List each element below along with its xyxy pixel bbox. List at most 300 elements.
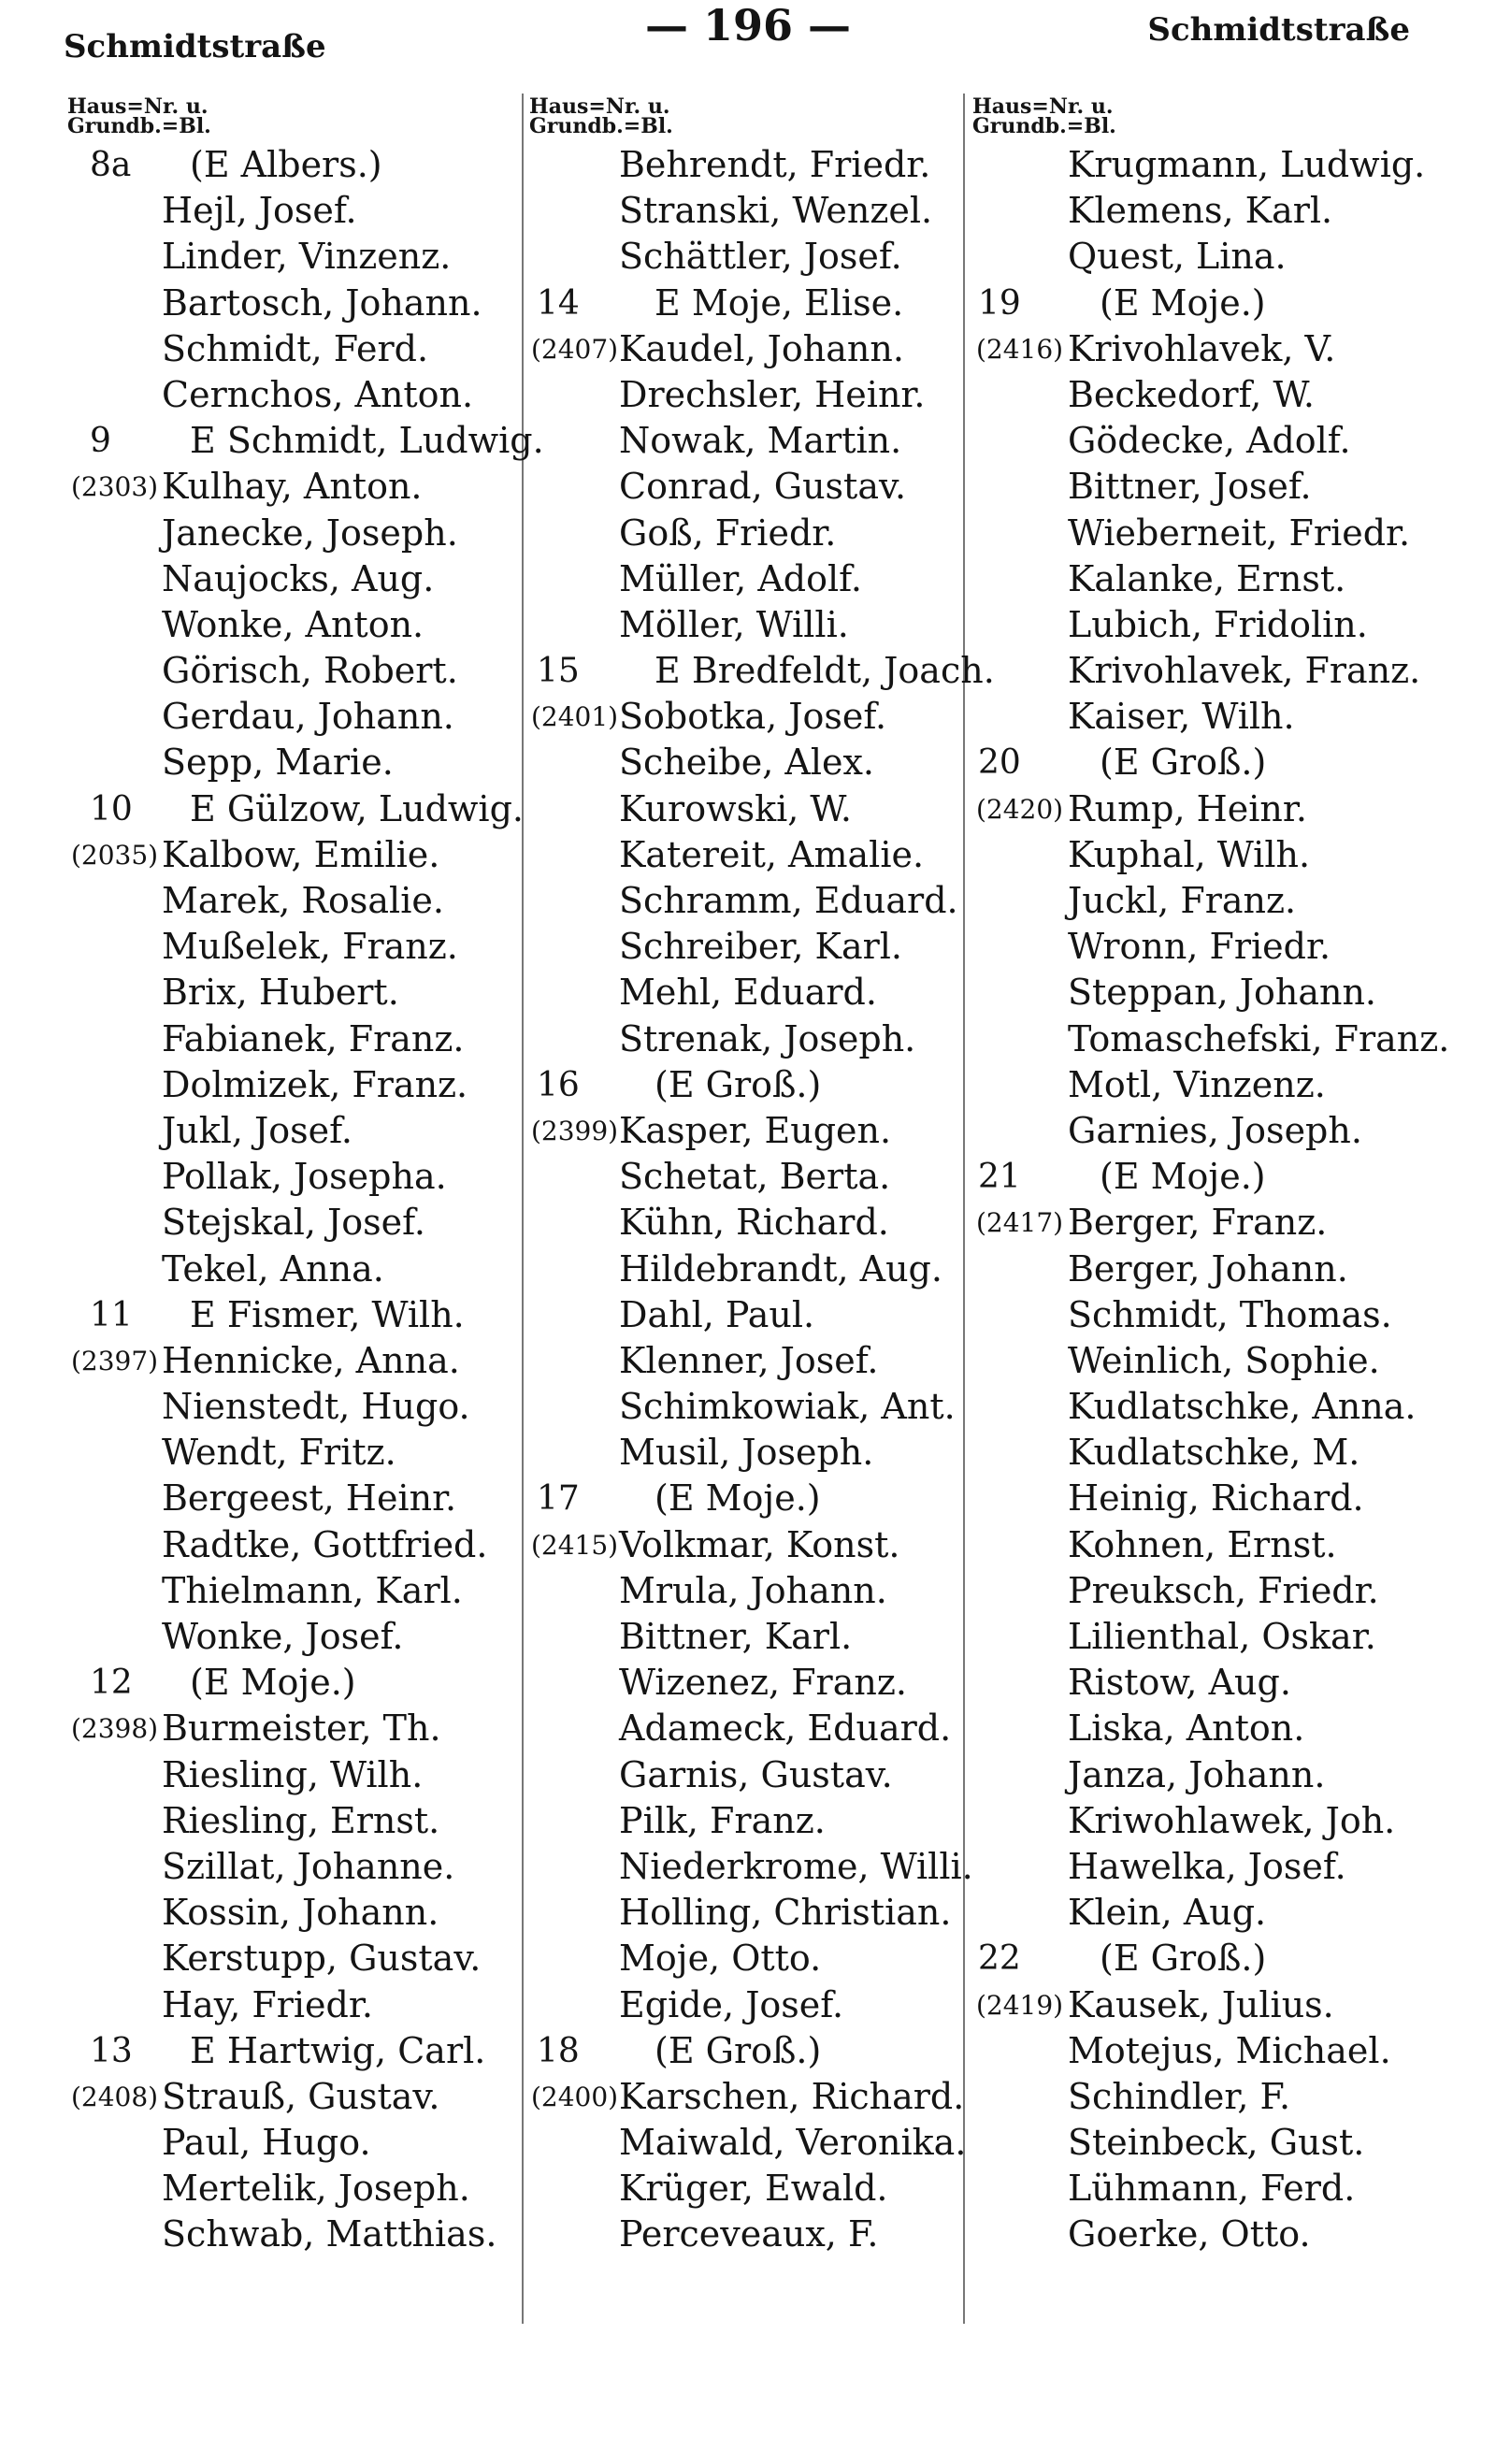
resident-name: Bittner, Josef. — [1068, 466, 1312, 508]
resident-name: Ristow, Aug. — [1068, 1662, 1291, 1704]
grundbuch-number: (2398) — [71, 1713, 159, 1745]
list-item — [64, 1108, 520, 1154]
list-item — [64, 142, 520, 188]
resident-name: Kaiser, Wilh. — [1068, 696, 1295, 738]
list-item — [969, 1108, 1455, 1154]
resident-name: Kulhay, Anton. — [162, 466, 423, 508]
resident-name: Gerdau, Johann. — [162, 696, 454, 738]
list-item — [64, 281, 520, 326]
list-item — [969, 2074, 1455, 2120]
list-item — [64, 1752, 520, 1798]
resident-name: Goß, Friedr. — [619, 512, 837, 554]
list-item — [969, 1476, 1455, 1521]
resident-name: Lilienthal, Oskar. — [1068, 1616, 1376, 1657]
list-item — [525, 511, 963, 556]
list-item — [525, 1752, 963, 1798]
owner-entry: E Bredfeldt, Joach. — [654, 650, 995, 692]
resident-name: Kerstupp, Gustav. — [162, 1938, 482, 1980]
list-item — [525, 924, 963, 970]
resident-name: Katereit, Amalie. — [619, 833, 925, 875]
resident-name: Hejl, Josef. — [162, 190, 357, 232]
list-item — [525, 2120, 967, 2166]
list-item — [969, 1614, 1455, 1660]
resident-name: Kuphal, Wilh. — [1068, 833, 1311, 875]
list-item — [969, 188, 1455, 234]
list-item — [525, 1798, 963, 1844]
resident-name: Steppan, Johann. — [1068, 972, 1376, 1014]
owner-entry: E Hartwig, Carl. — [190, 2029, 486, 2071]
list-item — [64, 1292, 520, 1338]
resident-name: Nowak, Martin. — [619, 420, 902, 462]
resident-name: Klenner, Josef. — [619, 1339, 879, 1381]
resident-name: Liska, Anton. — [1068, 1708, 1305, 1750]
resident-name: Stranski, Wenzel. — [619, 190, 933, 232]
house-number: 15 — [537, 652, 580, 691]
house-number: 14 — [537, 283, 580, 323]
resident-name: Bergeest, Heinr. — [162, 1477, 457, 1520]
list-item — [64, 1062, 520, 1108]
resident-name: Fabianek, Franz. — [162, 1017, 465, 1059]
column-header — [67, 94, 520, 138]
list-item — [969, 1798, 1455, 1844]
resident-name: Maiwald, Veronika. — [619, 2122, 967, 2164]
resident-name: Riesling, Ernst. — [162, 1799, 440, 1841]
resident-name: Kriwohlawek, Joh. — [1068, 1799, 1396, 1841]
resident-name: Janza, Johann. — [1068, 1753, 1326, 1795]
list-item — [525, 1660, 963, 1706]
list-item — [969, 1338, 1455, 1384]
resident-name: Szillat, Johanne. — [162, 1845, 455, 1887]
list-item — [969, 2166, 1455, 2212]
resident-name: Scheibe, Alex. — [619, 742, 874, 784]
resident-name: Kudlatschke, Anna. — [1068, 1386, 1417, 1428]
grundbuch-number: (2417) — [976, 1207, 1064, 1239]
resident-name: Beckedorf, W. — [1068, 373, 1315, 415]
list-item — [969, 1660, 1455, 1706]
list-item — [969, 1752, 1455, 1798]
list-item — [525, 1154, 963, 1200]
list-item — [525, 1568, 963, 1614]
list-item — [64, 832, 520, 878]
resident-name: Brix, Hubert. — [162, 972, 399, 1014]
resident-name: Wonke, Josef. — [162, 1616, 404, 1657]
owner-entry: (E Groß.) — [654, 2029, 822, 2071]
resident-name: Kausek, Julius. — [1068, 1983, 1334, 2025]
list-item — [969, 2120, 1455, 2166]
list-item — [525, 2166, 963, 2212]
resident-name: Mrula, Johann. — [619, 1569, 887, 1611]
resident-name: Motl, Vinzenz. — [1068, 1063, 1326, 1105]
resident-name: Berger, Johann. — [1068, 1247, 1348, 1290]
list-item — [525, 2028, 963, 2074]
resident-name: Wonke, Anton. — [162, 603, 424, 645]
column-header-line: Haus=Nr. u. — [972, 94, 1114, 119]
resident-name: Goerke, Otto. — [1068, 2213, 1311, 2255]
list-item — [969, 878, 1455, 924]
list-item — [969, 924, 1455, 970]
list-item — [64, 464, 520, 510]
list-item — [525, 1614, 963, 1660]
list-item — [525, 464, 963, 510]
resident-name: Krivohlavek, V. — [1068, 327, 1336, 369]
list-item — [969, 1936, 1455, 1981]
list-item — [525, 1292, 963, 1338]
list-item — [969, 2028, 1455, 2074]
list-item — [64, 1200, 520, 1246]
list-item — [969, 2212, 1455, 2257]
resident-name: Strauß, Gustav. — [162, 2075, 440, 2117]
grundbuch-number: (2399) — [531, 1115, 619, 1146]
house-number: 19 — [978, 283, 1021, 323]
grundbuch-number: (2401) — [531, 701, 619, 733]
column-rule — [963, 94, 965, 2324]
resident-name: Wieberneit, Friedr. — [1068, 512, 1411, 554]
list-item — [969, 372, 1455, 418]
column-header-line: Grundb.=Bl. — [529, 114, 673, 138]
list-item — [969, 1890, 1455, 1936]
owner-entry: (E Groß.) — [1100, 742, 1267, 784]
grundbuch-number: (2035) — [71, 839, 159, 871]
list-item — [969, 970, 1455, 1016]
resident-name: Tekel, Anna. — [162, 1247, 384, 1290]
resident-name: Klein, Aug. — [1068, 1892, 1267, 1934]
resident-name: Niederkrome, Willi. — [619, 1845, 973, 1887]
list-item — [64, 694, 520, 740]
list-item — [969, 832, 1455, 878]
resident-name: Wizenez, Franz. — [619, 1662, 907, 1704]
resident-name: Weinlich, Sophie. — [1068, 1339, 1380, 1381]
resident-name: Bittner, Karl. — [619, 1616, 853, 1657]
resident-name: Tomaschefski, Franz. — [1068, 1017, 1450, 1059]
list-item — [525, 234, 963, 280]
resident-name: Heinig, Richard. — [1068, 1477, 1364, 1520]
owner-entry: (E Albers.) — [190, 144, 382, 185]
list-item — [64, 234, 520, 280]
resident-name: Bartosch, Johann. — [162, 281, 482, 324]
resident-name: Kalanke, Ernst. — [1068, 557, 1346, 599]
resident-name: Janecke, Joseph. — [162, 512, 458, 554]
resident-name: Möller, Willi. — [619, 603, 849, 645]
list-item — [969, 602, 1455, 648]
list-item — [969, 464, 1455, 510]
list-item — [64, 2166, 520, 2212]
resident-name: Egide, Josef. — [619, 1983, 844, 2025]
running-head-left: Schmidtstraße — [64, 28, 326, 65]
list-item — [64, 418, 544, 464]
list-item — [525, 602, 963, 648]
grundbuch-number: (2420) — [976, 793, 1064, 825]
resident-name: Mußelek, Franz. — [162, 926, 458, 968]
resident-name: Musil, Joseph. — [619, 1432, 874, 1474]
list-item — [525, 970, 963, 1016]
resident-name: Linder, Vinzenz. — [162, 236, 452, 278]
resident-name: Pollak, Josepha. — [162, 1156, 447, 1198]
list-item — [969, 786, 1455, 832]
directory-column — [525, 94, 995, 2258]
resident-name: Strenak, Joseph. — [619, 1017, 916, 1059]
list-item — [525, 1890, 963, 1936]
list-item — [64, 1844, 520, 1890]
list-item — [64, 970, 520, 1016]
list-item — [64, 1016, 520, 1062]
list-item — [525, 694, 963, 740]
list-item — [525, 556, 963, 602]
list-item — [969, 556, 1455, 602]
resident-name: Schättler, Josef. — [619, 236, 902, 278]
list-item — [969, 1522, 1455, 1568]
list-item — [64, 740, 520, 785]
resident-name: Schindler, F. — [1068, 2075, 1291, 2117]
grundbuch-number: (2416) — [976, 333, 1064, 365]
list-item — [969, 1430, 1455, 1476]
list-item — [525, 1706, 963, 1751]
house-number: 9 — [90, 422, 111, 461]
resident-name: Kudlatschke, M. — [1068, 1432, 1360, 1474]
resident-name: Quest, Lina. — [1068, 236, 1287, 278]
list-item — [969, 1154, 1455, 1200]
house-number: 20 — [978, 743, 1021, 783]
owner-entry: E Fismer, Wilh. — [190, 1293, 465, 1335]
list-item — [525, 1522, 963, 1568]
resident-name: Marek, Rosalie. — [162, 880, 444, 921]
resident-name: Rump, Heinr. — [1068, 787, 1307, 829]
list-item — [525, 1200, 963, 1246]
resident-name: Schetat, Berta. — [619, 1156, 891, 1198]
list-item — [525, 786, 963, 832]
list-item — [525, 372, 963, 418]
list-item — [969, 648, 1455, 694]
grundbuch-number: (2407) — [531, 333, 619, 365]
list-item — [969, 1844, 1455, 1890]
resident-name: Klemens, Karl. — [1068, 190, 1333, 232]
list-item — [64, 878, 520, 924]
resident-name: Holling, Christian. — [619, 1892, 952, 1934]
list-item — [64, 372, 520, 418]
list-item — [969, 1200, 1455, 1246]
list-item — [64, 326, 520, 372]
house-number: 18 — [537, 2031, 580, 2070]
resident-name: Adameck, Eduard. — [619, 1708, 952, 1750]
house-number: 12 — [90, 1664, 133, 1703]
resident-name: Stejskal, Josef. — [162, 1202, 425, 1244]
resident-name: Hay, Friedr. — [162, 1983, 373, 2025]
resident-name: Schmidt, Thomas. — [1068, 1293, 1392, 1335]
resident-name: Juckl, Franz. — [1068, 880, 1297, 921]
resident-name: Kühn, Richard. — [619, 1202, 889, 1244]
resident-name: Hildebrandt, Aug. — [619, 1247, 942, 1290]
list-item — [525, 2074, 963, 2120]
resident-name: Hawelka, Josef. — [1068, 1845, 1346, 1887]
grundbuch-number: (2397) — [71, 1345, 159, 1376]
list-item — [64, 1660, 520, 1706]
resident-name: Lubich, Fridolin. — [1068, 603, 1368, 645]
resident-name: Lühmann, Ferd. — [1068, 2168, 1356, 2210]
resident-name: Volkmar, Konst. — [619, 1523, 900, 1565]
list-item — [525, 878, 963, 924]
list-item — [525, 1844, 973, 1890]
resident-name: Berger, Franz. — [1068, 1202, 1328, 1244]
resident-name: Dahl, Paul. — [619, 1293, 815, 1335]
resident-name: Krugmann, Ludwig. — [1068, 144, 1426, 185]
list-item — [64, 1614, 520, 1660]
list-item — [525, 281, 963, 326]
list-item — [64, 1476, 520, 1521]
list-item — [969, 740, 1455, 785]
house-number: 17 — [537, 1479, 580, 1519]
house-number: 8a — [90, 146, 132, 184]
owner-entry: (E Groß.) — [1100, 1938, 1267, 1980]
column-header-line: Grundb.=Bl. — [972, 114, 1116, 138]
resident-name: Thielmann, Karl. — [162, 1569, 463, 1611]
owner-entry: (E Moje.) — [1100, 1156, 1266, 1198]
list-item — [969, 694, 1455, 740]
list-item — [525, 1108, 963, 1154]
house-number: 16 — [537, 1065, 580, 1104]
resident-name: Müller, Adolf. — [619, 557, 862, 599]
list-item — [64, 924, 520, 970]
resident-name: Kohnen, Ernst. — [1068, 1523, 1337, 1565]
list-item — [64, 2028, 520, 2074]
resident-name: Garnies, Joseph. — [1068, 1109, 1362, 1151]
list-item — [64, 1430, 520, 1476]
list-item — [64, 1798, 520, 1844]
list-item — [64, 648, 520, 694]
resident-name: Görisch, Robert. — [162, 650, 458, 692]
list-item — [64, 1384, 520, 1430]
resident-name: Kalbow, Emilie. — [162, 833, 440, 875]
resident-name: Perceveaux, F. — [619, 2213, 879, 2255]
resident-name: Jukl, Josef. — [162, 1109, 352, 1151]
owner-entry: E Gülzow, Ludwig. — [190, 787, 524, 829]
column-header-line: Haus=Nr. u. — [529, 94, 670, 119]
resident-name: Hennicke, Anna. — [162, 1339, 460, 1381]
resident-name: Naujocks, Aug. — [162, 557, 435, 599]
list-item — [525, 648, 995, 694]
resident-name: Wronn, Friedr. — [1068, 926, 1331, 968]
list-item — [525, 2212, 963, 2257]
owner-entry: (E Groß.) — [654, 1063, 822, 1105]
resident-name: Wendt, Fritz. — [162, 1432, 396, 1474]
owner-entry: (E Moje.) — [654, 1477, 821, 1520]
list-item — [525, 1476, 963, 1521]
list-item — [64, 2074, 520, 2120]
directory-column — [969, 94, 1455, 2258]
resident-name: Schmidt, Ferd. — [162, 327, 429, 369]
page-number: — 196 — — [644, 0, 852, 50]
list-item — [64, 1982, 520, 2028]
grundbuch-number: (2408) — [71, 2081, 159, 2112]
list-item — [969, 1062, 1455, 1108]
resident-name: Kasper, Eugen. — [619, 1109, 892, 1151]
resident-name: Mehl, Eduard. — [619, 972, 877, 1014]
resident-name: Cernchos, Anton. — [162, 373, 474, 415]
list-item — [525, 326, 963, 372]
list-item — [525, 418, 963, 464]
list-item — [525, 1936, 963, 1981]
resident-name: Motejus, Michael. — [1068, 2029, 1391, 2071]
list-item — [969, 142, 1455, 188]
resident-name: Nienstedt, Hugo. — [162, 1386, 470, 1428]
list-item — [64, 1706, 520, 1751]
resident-name: Behrendt, Friedr. — [619, 144, 931, 185]
resident-name: Schramm, Eduard. — [619, 880, 958, 921]
list-item — [969, 1384, 1455, 1430]
list-item — [64, 1890, 520, 1936]
resident-name: Garnis, Gustav. — [619, 1753, 893, 1795]
list-item — [969, 281, 1455, 326]
list-item — [969, 418, 1455, 464]
resident-name: Karschen, Richard. — [619, 2075, 965, 2117]
resident-name: Paul, Hugo. — [162, 2122, 371, 2164]
list-item — [525, 1430, 963, 1476]
list-item — [64, 786, 524, 832]
resident-name: Riesling, Wilh. — [162, 1753, 424, 1795]
resident-name: Radtke, Gottfried. — [162, 1523, 488, 1565]
resident-name: Schreiber, Karl. — [619, 926, 902, 968]
list-item — [969, 1568, 1455, 1614]
list-item — [64, 2120, 520, 2166]
owner-entry: (E Moje.) — [190, 1662, 356, 1704]
column-header — [529, 94, 963, 138]
list-item — [969, 1246, 1455, 1292]
list-item — [969, 234, 1455, 280]
list-item — [64, 2212, 520, 2257]
resident-name: Sobotka, Josef. — [619, 696, 887, 738]
resident-name: Schwab, Matthias. — [162, 2213, 497, 2255]
resident-name: Krüger, Ewald. — [619, 2168, 888, 2210]
resident-name: Pilk, Franz. — [619, 1799, 826, 1841]
list-item — [525, 1338, 963, 1384]
resident-name: Moje, Otto. — [619, 1938, 822, 1980]
list-item — [64, 556, 520, 602]
running-head-right: Schmidtstraße — [1147, 11, 1410, 49]
resident-name: Kossin, Johann. — [162, 1892, 439, 1934]
list-item — [525, 142, 963, 188]
column-header-line: Grundb.=Bl. — [67, 114, 211, 138]
list-item — [64, 1568, 520, 1614]
house-number: 10 — [90, 789, 133, 829]
owner-entry: (E Moje.) — [1100, 281, 1266, 324]
resident-name: Kaudel, Johann. — [619, 327, 904, 369]
owner-entry: E Moje, Elise. — [654, 281, 904, 324]
list-item — [64, 1936, 520, 1981]
column-header — [972, 94, 1455, 138]
resident-name: Schimkowiak, Ant. — [619, 1386, 956, 1428]
list-item — [64, 511, 520, 556]
list-item — [969, 1292, 1455, 1338]
resident-name: Mertelik, Joseph. — [162, 2168, 470, 2210]
directory-column — [64, 94, 544, 2258]
resident-name: Krivohlavek, Franz. — [1068, 650, 1421, 692]
column-header-line: Haus=Nr. u. — [67, 94, 209, 119]
list-item — [64, 1246, 520, 1292]
resident-name: Drechsler, Heinr. — [619, 373, 926, 415]
resident-name: Sepp, Marie. — [162, 742, 394, 784]
grundbuch-number: (2419) — [976, 1989, 1064, 2021]
list-item — [525, 1246, 963, 1292]
resident-name: Burmeister, Th. — [162, 1708, 441, 1750]
resident-name: Dolmizek, Franz. — [162, 1063, 468, 1105]
resident-name: Preuksch, Friedr. — [1068, 1569, 1379, 1611]
list-item — [525, 1982, 963, 2028]
list-item — [525, 1062, 963, 1108]
resident-name: Kurowski, W. — [619, 787, 852, 829]
list-item — [969, 511, 1455, 556]
list-item — [525, 832, 963, 878]
house-number: 13 — [90, 2031, 133, 2070]
house-number: 21 — [978, 1158, 1021, 1197]
list-item — [525, 1016, 963, 1062]
